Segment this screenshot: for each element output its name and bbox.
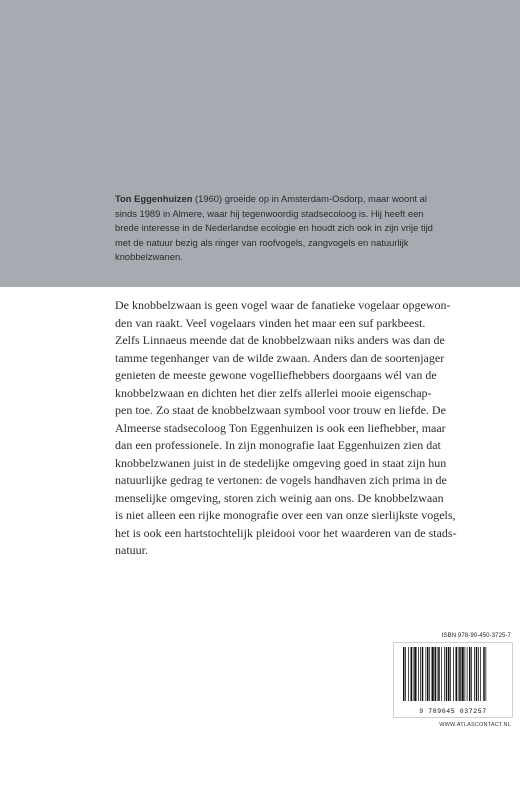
barcode <box>393 642 513 718</box>
isbn-text: ISBN 978-90-450-3725-7 <box>441 633 511 639</box>
book-blurb <box>115 297 457 560</box>
blurb-line: knobbelzwanen juist in de stedelijke omgeving goed in staat zijn hun <box>115 455 447 470</box>
blurb-line: menselijke omgeving, storen zich weinig aan ons. De knobbelzwaan <box>115 490 444 505</box>
author-name: Ton Eggenhuizen <box>115 193 193 204</box>
barcode-block <box>393 633 511 728</box>
blurb-line: Almeerse stadsecoloog Ton Eggenhuizen is ook een liefhebber, maar <box>115 420 446 435</box>
blurb-line: is niet alleen een rijke monografie over een van onze sierlijkste vogels, <box>115 508 456 522</box>
blurb-line: De knobbelzwaan is geen vogel waar de fanatieke vogelaar opgewon- <box>115 298 451 312</box>
blurb-line: knobbelzwaan en dichten het dier zelfs allerlei mooie eigenschap- <box>115 385 432 400</box>
blurb-line: Zelfs Linnaeus meende dat de knobbelzwaan niks anders was dan de <box>115 333 445 347</box>
blurb-line: natuurlijke gedrag te vertonen: de vogels handhaven zich prima in de <box>115 473 447 487</box>
blurb-line: tamme tegenhanger van de wilde zwaan. Anders dan de soortenjager <box>115 350 445 365</box>
author-bio <box>115 192 450 265</box>
blurb-line: den van raakt. Veel vogelaars vinden het maar een suf parkbeest. <box>115 315 426 330</box>
blurb-line: het is ook een hartstochtelijk pleidooi voor het waarderen van de stads- <box>115 525 457 540</box>
blurb-line: natuur. <box>115 543 148 557</box>
publisher-url: WWW.ATLASCONTACT.NL <box>439 722 511 728</box>
blurb-line: genieten de meeste gewone vogelliefhebbers doorgaans wél van de <box>115 368 437 382</box>
barcode-bars <box>401 647 505 705</box>
blurb-line: dan een professionele. In zijn monografie laat Eggenhuizen zien dat <box>115 438 441 452</box>
author-bio-text: (1960) groeide op in Amsterdam-Osdorp, maar woont al sinds 1989 in Almere, waar hij tegenwoordig stadsecoloog is. Hij heeft een brede interesse in de Nederlandse ecologie en houdt zich ook in zijn vrije tijd met de natuur bezig als ringer van roofvogels, zangvogels en natuurlijk knobbelzwanen. <box>115 193 433 263</box>
blurb-line: pen toe. Zo staat de knobbelzwaan symbool voor trouw en liefde. De <box>115 403 446 417</box>
barcode-digits: 9 789045 037257 <box>419 708 487 715</box>
